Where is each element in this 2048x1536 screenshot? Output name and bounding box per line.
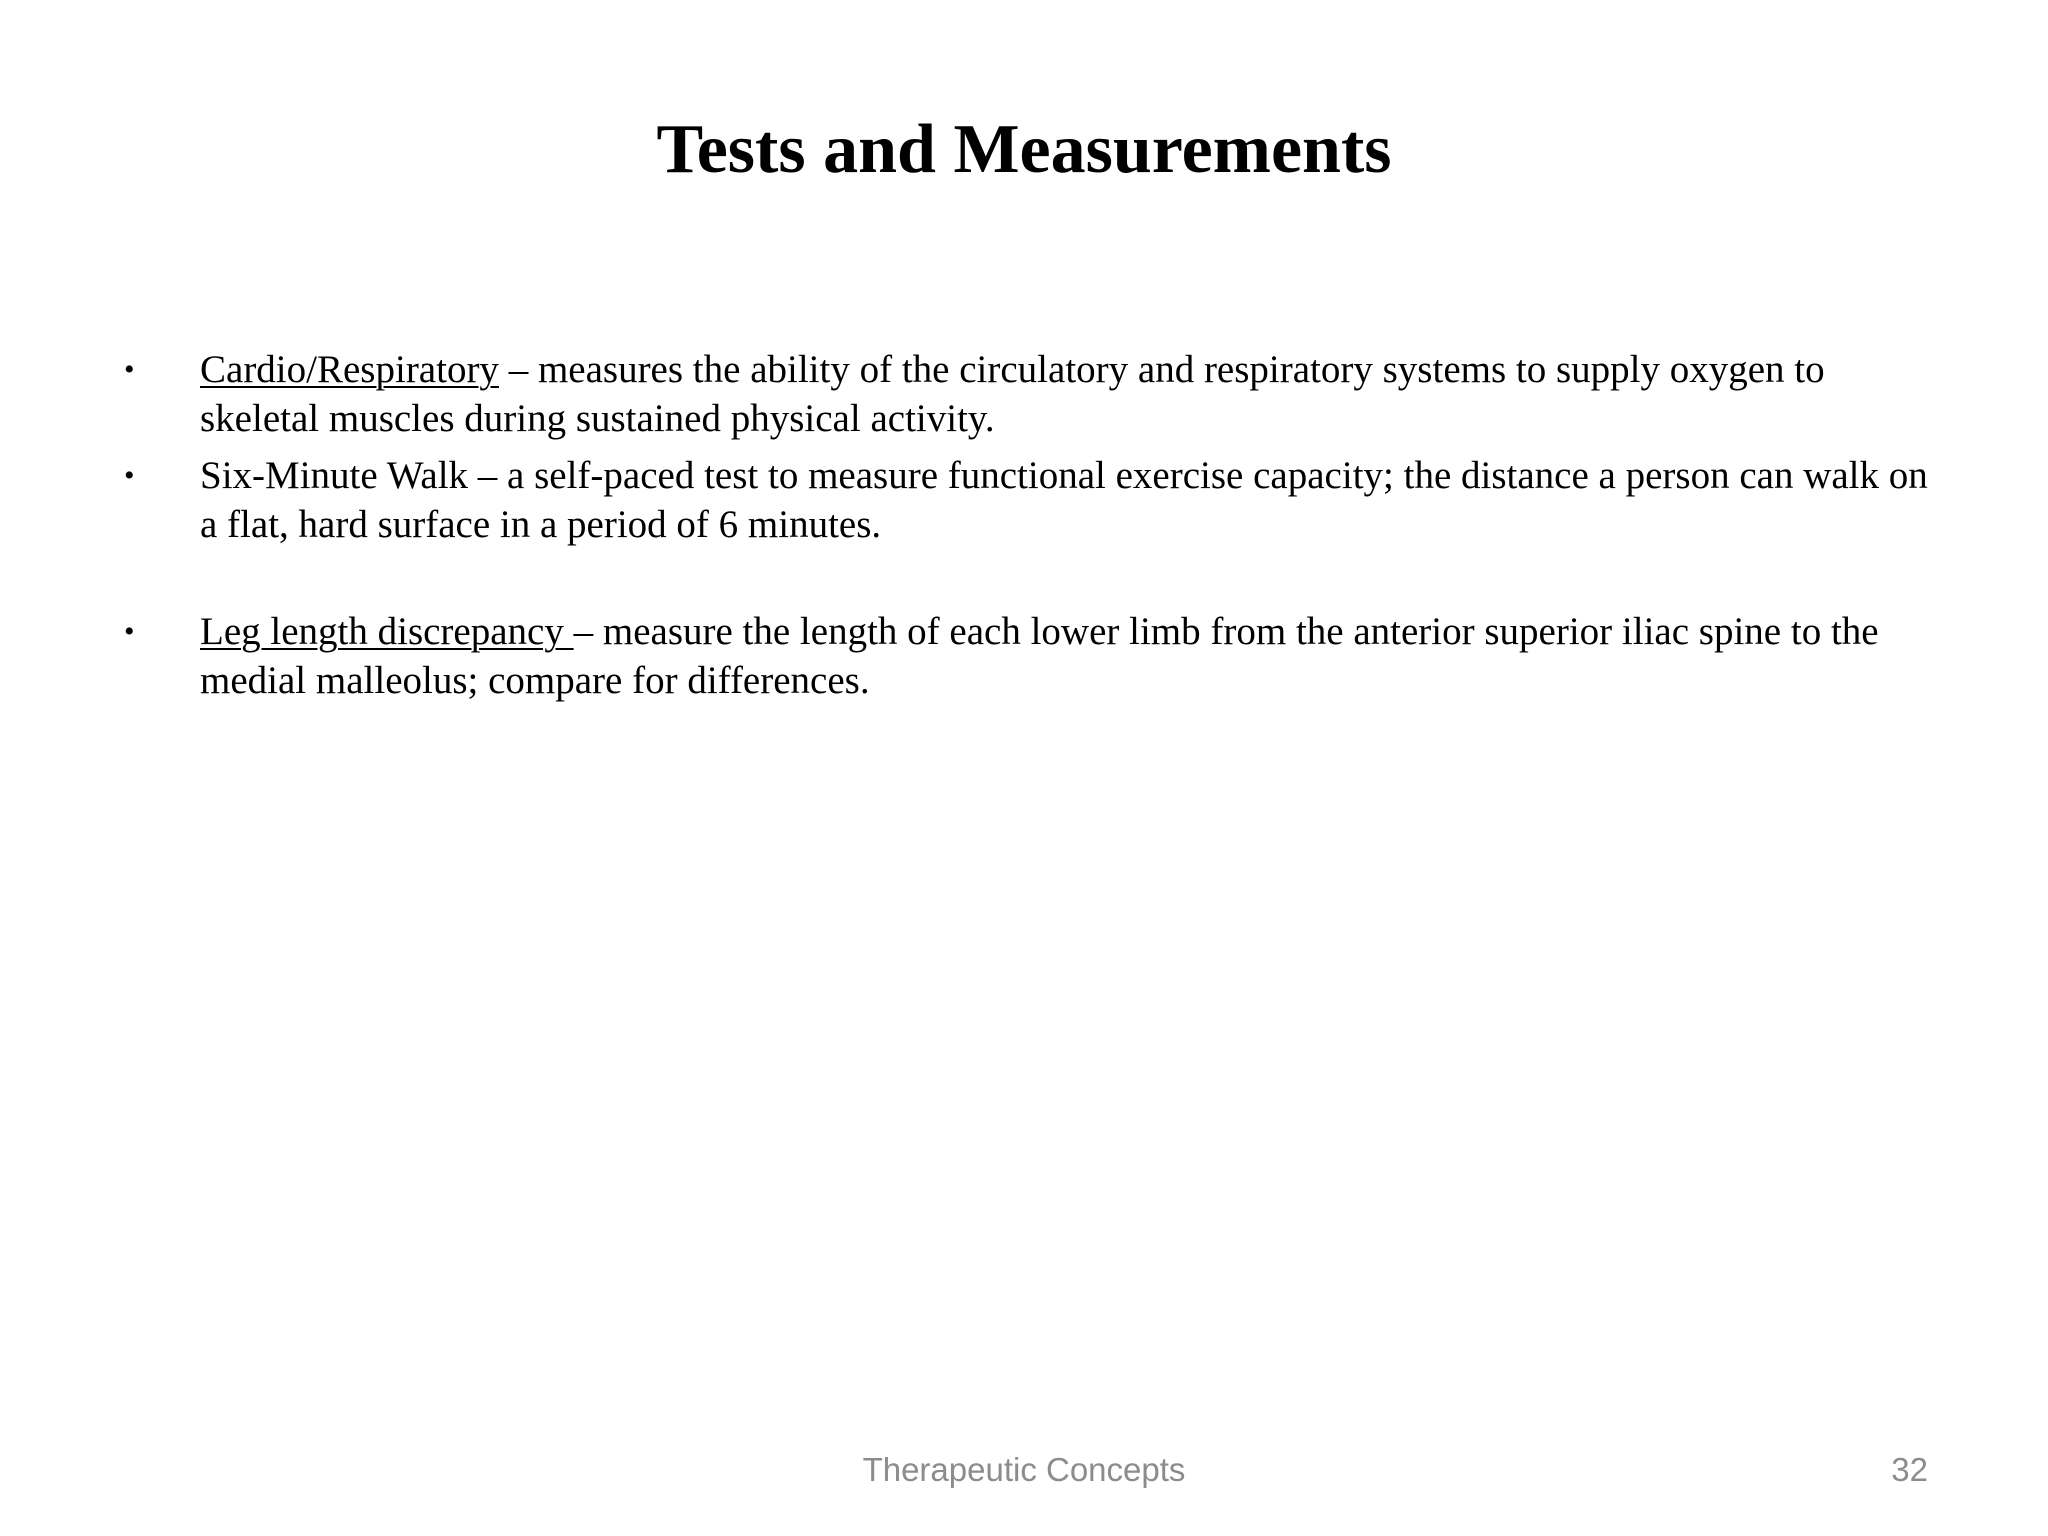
slide-footer: Therapeutic Concepts [862, 1451, 1186, 1488]
bullet-text: – measures the ability of the circulatory and respiratory systems to supply oxygen to skeletal muscles during sustained physical activity. [200, 348, 1825, 440]
bullet-item-leg-length-discrepancy [120, 607, 1950, 705]
bullet-text: Six-Minute Walk – a self-paced test to measure functional exercise capacity; the distance a person can walk on a flat, hard surface in a period of 6 minutes. [200, 454, 1928, 546]
page-number: 32 [1891, 1451, 1928, 1488]
bullet-marker: • [124, 615, 135, 648]
bullet-marker: • [124, 353, 135, 386]
bullet-item-six-minute-walk [120, 451, 1950, 549]
slide-title: Tests and Measurements [656, 111, 1392, 188]
bullet-item-cardio-respiratory [120, 345, 1950, 443]
bullet-list [120, 345, 1950, 705]
bullet-text: – measure the length of each lower limb from the anterior superior iliac spine to the medial malleolus; compare for differences. [200, 610, 1879, 702]
bullet-term: Cardio/Respiratory [200, 348, 499, 391]
bullet-marker: • [124, 459, 135, 492]
bullet-term: Leg length discrepancy [200, 610, 574, 653]
